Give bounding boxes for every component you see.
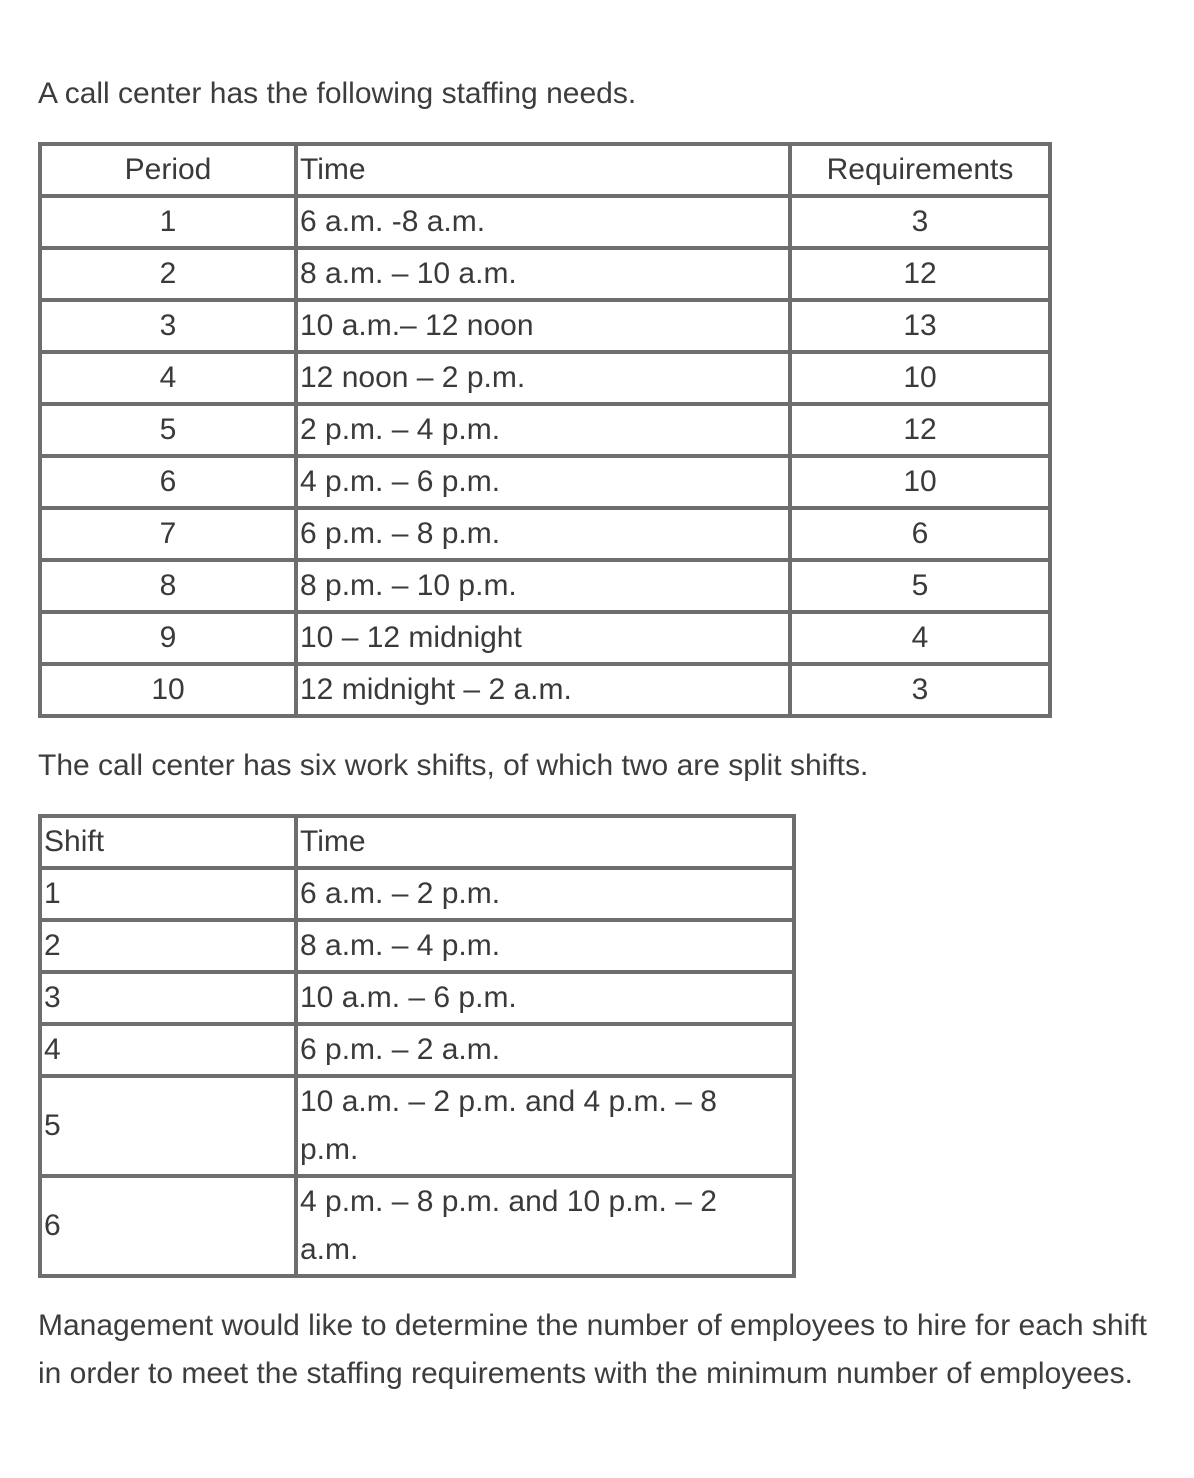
header-requirements: Requirements [790, 144, 1050, 196]
requirements-cell: 4 [790, 612, 1050, 664]
requirements-cell: 10 [790, 456, 1050, 508]
shift-time-cell: 6 a.m. – 2 p.m. [296, 868, 794, 920]
requirements-cell: 3 [790, 664, 1050, 716]
shift-time-cell: 10 a.m. – 6 p.m. [296, 972, 794, 1024]
shift-time-cell [296, 1176, 794, 1276]
time-cell: 10 a.m.– 12 noon [296, 300, 790, 352]
table-row [40, 300, 1050, 352]
period-cell: 4 [40, 352, 296, 404]
shift-time-cell [296, 1076, 794, 1176]
shift-cell: 3 [40, 972, 296, 1024]
work-shifts-table [38, 814, 796, 1278]
period-cell: 8 [40, 560, 296, 612]
time-cell: 6 p.m. – 8 p.m. [296, 508, 790, 560]
time-cell: 8 p.m. – 10 p.m. [296, 560, 790, 612]
shift-time-line: 10 a.m. – 2 p.m. and 4 p.m. – 8 [300, 1085, 717, 1118]
shift-time-cell: 6 p.m. – 2 a.m. [296, 1024, 794, 1076]
requirements-cell: 12 [790, 404, 1050, 456]
intro-paragraph: A call center has the following staffing needs. [38, 77, 637, 110]
shift-cell: 1 [40, 868, 296, 920]
time-cell: 12 noon – 2 p.m. [296, 352, 790, 404]
table-row [40, 612, 1050, 664]
table-row [40, 972, 794, 1024]
period-cell: 2 [40, 248, 296, 300]
requirements-cell: 5 [790, 560, 1050, 612]
table-row [40, 508, 1050, 560]
period-cell: 10 [40, 664, 296, 716]
shift-time-line: p.m. [300, 1133, 359, 1166]
header-time: Time [296, 816, 794, 868]
time-cell: 4 p.m. – 6 p.m. [296, 456, 790, 508]
table-row [40, 456, 1050, 508]
table-row [40, 560, 1050, 612]
shift-cell: 6 [40, 1176, 296, 1276]
header-shift: Shift [40, 816, 296, 868]
requirements-cell: 13 [790, 300, 1050, 352]
table-row [40, 196, 1050, 248]
table-header-row [40, 816, 794, 868]
period-cell: 1 [40, 196, 296, 248]
staffing-requirements-table [38, 142, 1052, 718]
shift-cell: 2 [40, 920, 296, 972]
requirements-cell: 10 [790, 352, 1050, 404]
shift-cell: 4 [40, 1024, 296, 1076]
shift-cell: 5 [40, 1076, 296, 1176]
table-row [40, 920, 794, 972]
closing-paragraph: Management would like to determine the number of employees to hire for each shift in order to meet the staffing requirements with the minimum number of employees. [38, 1309, 1147, 1390]
table-row [40, 1024, 794, 1076]
table-row [40, 664, 1050, 716]
header-period: Period [40, 144, 296, 196]
period-cell: 6 [40, 456, 296, 508]
time-cell: 10 – 12 midnight [296, 612, 790, 664]
shift-time-line: 4 p.m. – 8 p.m. and 10 p.m. – 2 [300, 1185, 717, 1218]
shift-time-line: a.m. [300, 1233, 359, 1266]
shifts-intro-paragraph: The call center has six work shifts, of which two are split shifts. [38, 749, 869, 782]
table-header-row [40, 144, 1050, 196]
table-row [40, 1076, 794, 1176]
table-row [40, 868, 794, 920]
table-row [40, 404, 1050, 456]
time-cell: 8 a.m. – 10 a.m. [296, 248, 790, 300]
period-cell: 7 [40, 508, 296, 560]
time-cell: 6 a.m. -8 a.m. [296, 196, 790, 248]
table-row [40, 248, 1050, 300]
period-cell: 5 [40, 404, 296, 456]
period-cell: 9 [40, 612, 296, 664]
table-row [40, 1176, 794, 1276]
time-cell: 2 p.m. – 4 p.m. [296, 404, 790, 456]
table-row [40, 352, 1050, 404]
header-time: Time [296, 144, 790, 196]
shift-time-cell: 8 a.m. – 4 p.m. [296, 920, 794, 972]
period-cell: 3 [40, 300, 296, 352]
time-cell: 12 midnight – 2 a.m. [296, 664, 790, 716]
requirements-cell: 12 [790, 248, 1050, 300]
requirements-cell: 6 [790, 508, 1050, 560]
requirements-cell: 3 [790, 196, 1050, 248]
